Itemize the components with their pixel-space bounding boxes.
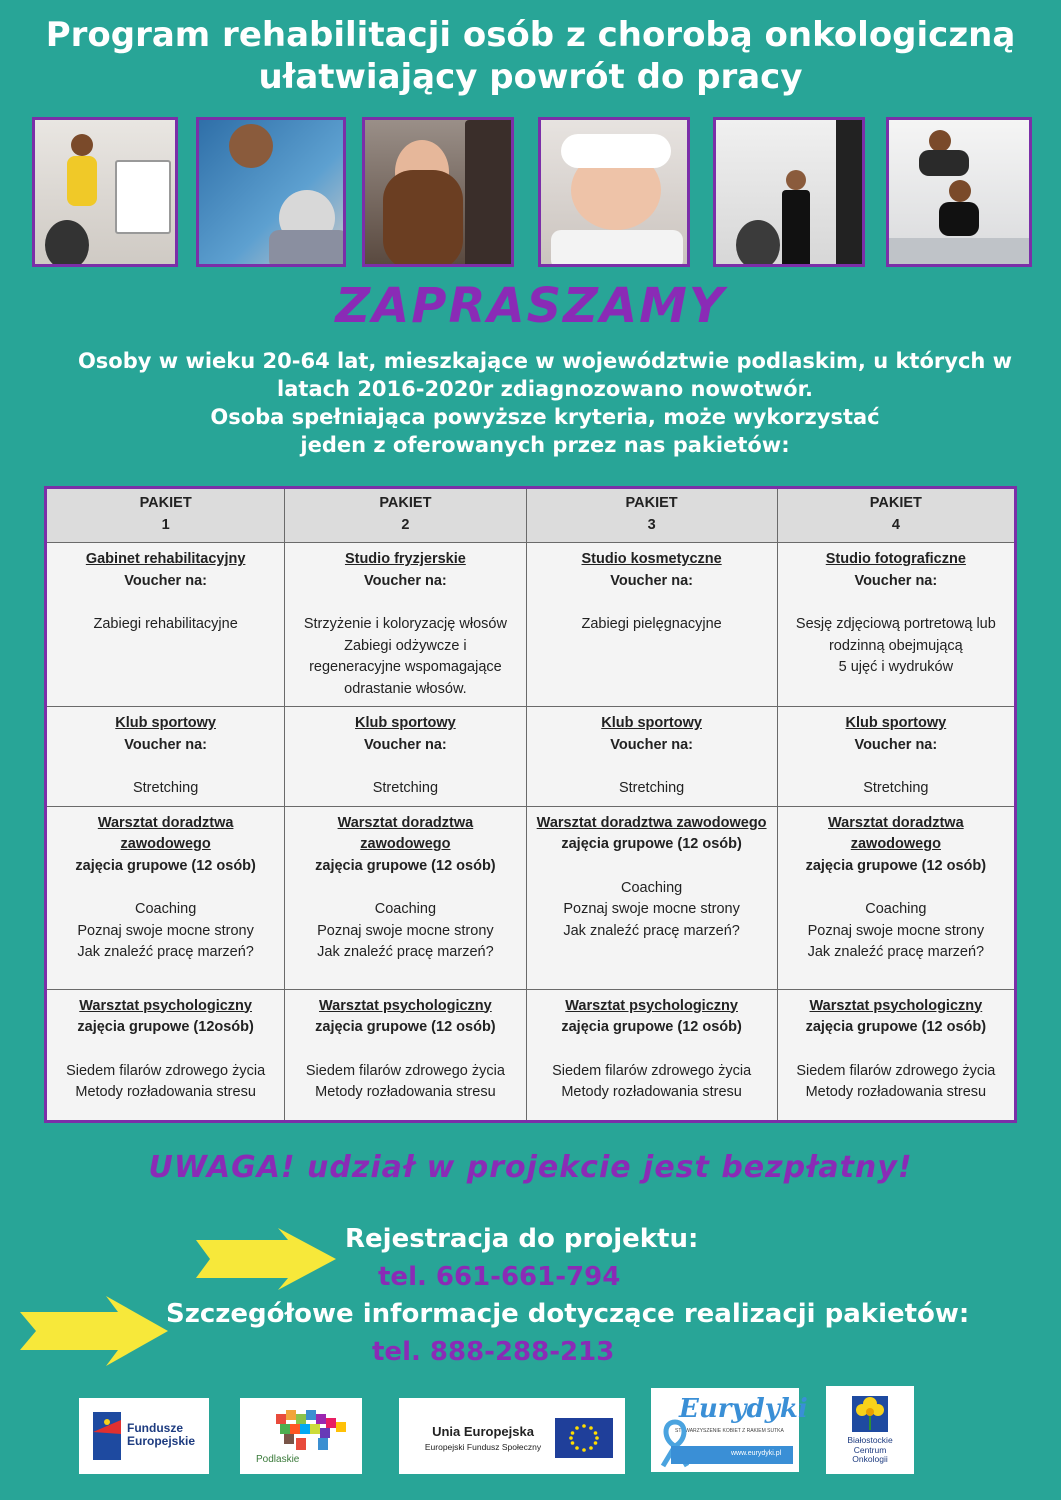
package-header-number: 3	[647, 516, 656, 533]
bco-line-1: Białostockie	[847, 1435, 893, 1445]
page-title	[0, 14, 1061, 98]
cell-body-line: Zabiegi odżywcze i	[344, 637, 467, 654]
cell-title: Warsztat psychologiczny	[565, 997, 738, 1014]
cell-subtitle: Voucher na:	[610, 736, 693, 753]
package-header	[46, 488, 285, 543]
package-cell	[285, 989, 526, 1121]
intro-line-2: latach 2016-2020r zdiagnozowano nowotwór.	[277, 377, 813, 401]
cell-title: Warsztat doradztwa zawodowego	[97, 814, 234, 852]
free-participation-notice: UWAGA! udział w projekcie jest bezpłatny!	[148, 1150, 913, 1185]
cell-subtitle: zajęcia grupowe (12 osób)	[315, 857, 496, 874]
package-header-number: 1	[161, 516, 170, 533]
registration-label: Rejestracja do projektu:	[345, 1224, 699, 1254]
arrow-right-icon	[20, 1296, 168, 1366]
intro-line-4: jeden z oferowanych przez nas pakietów:	[300, 433, 790, 457]
info-phone[interactable]: tel. 888-288-213	[372, 1337, 615, 1367]
intro-line-1: Osoby w wieku 20-64 lat, mieszkające w województwie podlaskim, u których w	[77, 349, 1013, 373]
cell-body-line: Siedem filarów zdrowego życia	[796, 1062, 996, 1079]
podlaskie-label: Podlaskie	[256, 1454, 300, 1465]
cell-subtitle: zajęcia grupowe (12 osób)	[805, 857, 987, 874]
cell-body-line: Poznaj swoje mocne strony	[77, 922, 254, 939]
cell-body-line: Coaching	[865, 901, 927, 917]
table-row	[46, 806, 1016, 989]
package-header-label: PAKIET	[869, 495, 922, 511]
package-header	[777, 488, 1015, 543]
bco-line-2: Centrum	[853, 1444, 887, 1455]
cell-title: Warsztat doradztwa zawodowego	[828, 814, 964, 852]
photo-stretching	[886, 117, 1032, 267]
cell-subtitle: zajęcia grupowe (12 osób)	[805, 1019, 987, 1035]
eurydyki-name: Eurydyki	[679, 1394, 808, 1424]
cell-subtitle: Voucher na:	[124, 572, 207, 589]
package-header-label: PAKIET	[625, 495, 678, 511]
package-cell	[46, 707, 285, 807]
package-cell	[285, 707, 526, 807]
cell-body-line: regeneracyjne wspomagające	[309, 659, 502, 675]
intro-text	[40, 347, 1050, 459]
cell-body-line: Siedem filarów zdrowego życia	[66, 1062, 266, 1079]
cell-title: Warsztat doradztwa zawodowego	[337, 814, 474, 852]
cell-body-line: Poznaj swoje mocne strony	[807, 922, 985, 939]
cell-title: Warsztat psychologiczny	[319, 997, 492, 1014]
cell-subtitle: Voucher na:	[854, 736, 938, 753]
cell-title: Studio fotograficzne	[825, 551, 966, 567]
package-header	[526, 488, 777, 543]
package-header	[285, 488, 526, 543]
cell-subtitle: Voucher na:	[364, 736, 447, 753]
package-cell	[777, 707, 1015, 807]
arrow-right-icon	[196, 1228, 336, 1290]
cell-title: Studio fryzjerskie	[344, 551, 466, 567]
eu-flag-icon	[555, 1418, 613, 1458]
cell-body-line: Poznaj swoje mocne strony	[317, 922, 494, 939]
cell-body-line: Stretching	[132, 780, 199, 796]
photo-photography	[713, 117, 865, 267]
cell-subtitle: zajęcia grupowe (12 osób)	[315, 1019, 496, 1035]
cell-subtitle: zajęcia grupowe (12 osób)	[561, 836, 742, 852]
info-label: Szczegółowe informacje dotyczące realizacji pakietów:	[166, 1299, 970, 1329]
ue-line-2: Europejski Fundusz Społeczny	[424, 1442, 542, 1452]
package-cell	[285, 806, 526, 989]
package-cell	[526, 543, 777, 707]
package-header-label: PAKIET	[379, 495, 432, 511]
cell-body-line: Coaching	[135, 901, 197, 917]
logo-podlaskie	[240, 1398, 362, 1474]
package-header-label: PAKIET	[139, 495, 192, 511]
intro-line-3: Osoba spełniająca powyższe kryteria, może wykorzystać	[210, 405, 880, 429]
package-cell	[46, 806, 285, 989]
package-cell	[46, 989, 285, 1121]
fe-line-2: Europejskie	[127, 1434, 196, 1448]
cell-body-line: Jak znaleźć pracę marzeń?	[807, 944, 985, 960]
packages-table	[44, 486, 1017, 1123]
cell-body-line: Metody rozładowania stresu	[561, 1084, 742, 1100]
package-cell	[285, 543, 526, 707]
invite-heading: ZAPRASZAMY	[335, 278, 726, 334]
package-cell	[777, 989, 1015, 1121]
logo-bialostockie-centrum-onkologii	[826, 1386, 914, 1474]
cell-subtitle: Voucher na:	[124, 736, 207, 753]
table-row	[46, 543, 1016, 707]
title-line-1: Program rehabilitacji osób z chorobą onkologiczną	[45, 15, 1016, 55]
cell-title: Klub sportowy	[845, 715, 947, 731]
cell-title: Warsztat psychologiczny	[79, 997, 252, 1014]
cell-body-line: Jak znaleźć pracę marzeń?	[77, 944, 254, 960]
cell-body-line: Strzyżenie i koloryzację włosów	[303, 616, 507, 632]
fundusze-flag-icon	[93, 1412, 121, 1460]
package-header-number: 2	[401, 516, 410, 533]
bco-line-3: Onkologii	[852, 1454, 888, 1464]
cell-subtitle: zajęcia grupowe (12osób)	[77, 1019, 254, 1035]
cell-subtitle: Voucher na:	[364, 572, 447, 589]
package-cell	[777, 543, 1015, 707]
cell-title: Gabinet rehabilitacyjny	[85, 551, 246, 567]
cell-body-line: Coaching	[620, 879, 683, 896]
cell-body-line: Metody rozładowania stresu	[315, 1084, 496, 1100]
photo-strip	[32, 117, 1032, 272]
photo-cosmetic	[538, 117, 690, 267]
cell-body-line: Metody rozładowania stresu	[805, 1084, 987, 1100]
package-cell	[526, 707, 777, 807]
ue-line-1: Unia Europejska	[432, 1424, 534, 1439]
eurydyki-subtitle: STOWARZYSZENIE KOBIET Z RAKIEM SUTKA	[675, 1428, 784, 1434]
cell-body-line: Siedem filarów zdrowego życia	[305, 1062, 505, 1079]
cell-subtitle: zajęcia grupowe (12 osób)	[75, 857, 256, 874]
cell-body-line: Metody rozładowania stresu	[75, 1084, 256, 1100]
eurydyki-url[interactable]: www.eurydyki.pl	[731, 1450, 782, 1457]
logo-unia-europejska	[399, 1398, 625, 1474]
package-cell	[526, 806, 777, 989]
registration-phone[interactable]: tel. 661-661-794	[378, 1262, 621, 1292]
cell-body-line: Stretching	[863, 780, 929, 796]
cell-title: Klub sportowy	[355, 715, 456, 731]
cell-subtitle: zajęcia grupowe (12 osób)	[561, 1019, 742, 1035]
cell-subtitle: Voucher na:	[610, 572, 693, 589]
table-header-row	[46, 488, 1016, 543]
photo-presentation	[32, 117, 178, 267]
cell-body-line: Siedem filarów zdrowego życia	[552, 1062, 752, 1079]
cell-body-line: Stretching	[618, 780, 685, 796]
cell-body-line: Stretching	[372, 780, 439, 796]
cell-subtitle: Voucher na:	[854, 572, 938, 589]
logo-eurydyki	[651, 1388, 808, 1472]
cell-body-line: Jak znaleźć pracę marzeń?	[317, 944, 494, 960]
title-line-2: ułatwiający powrót do pracy	[258, 57, 803, 97]
cell-body-line: 5 ujęć i wydruków	[838, 659, 954, 675]
cell-body-line: Jak znaleźć pracę marzeń?	[563, 922, 740, 939]
cell-body-line: rodzinną obejmującą	[828, 637, 963, 654]
table-row	[46, 707, 1016, 807]
cell-body-line: Coaching	[374, 901, 437, 917]
logo-fundusze-europejskie	[79, 1398, 209, 1474]
photo-hairdresser	[362, 117, 514, 267]
cell-title: Warsztat psychologiczny	[809, 997, 983, 1014]
photo-physiotherapy	[196, 117, 346, 267]
cell-body-line: odrastanie włosów.	[344, 680, 467, 697]
package-cell	[526, 989, 777, 1121]
package-header-number: 4	[891, 516, 900, 533]
podlaskie-bison-icon	[274, 1408, 348, 1454]
cell-body-line: Zabiegi rehabilitacyjne	[93, 616, 238, 632]
package-cell	[777, 806, 1015, 989]
cell-title: Studio kosmetyczne	[581, 551, 722, 567]
bco-flower-icon	[848, 1390, 892, 1434]
cell-body-line: Sesję zdjęciową portretową lub	[795, 616, 996, 632]
package-cell	[46, 543, 285, 707]
cell-body-line: Poznaj swoje mocne strony	[563, 901, 740, 917]
fe-line-1: Fundusze	[127, 1421, 183, 1435]
cell-title: Warsztat doradztwa zawodowego	[536, 814, 767, 831]
cell-body-line: Zabiegi pielęgnacyjne	[581, 616, 722, 632]
cell-title: Klub sportowy	[601, 715, 702, 731]
table-row	[46, 989, 1016, 1121]
cell-title: Klub sportowy	[115, 715, 216, 731]
